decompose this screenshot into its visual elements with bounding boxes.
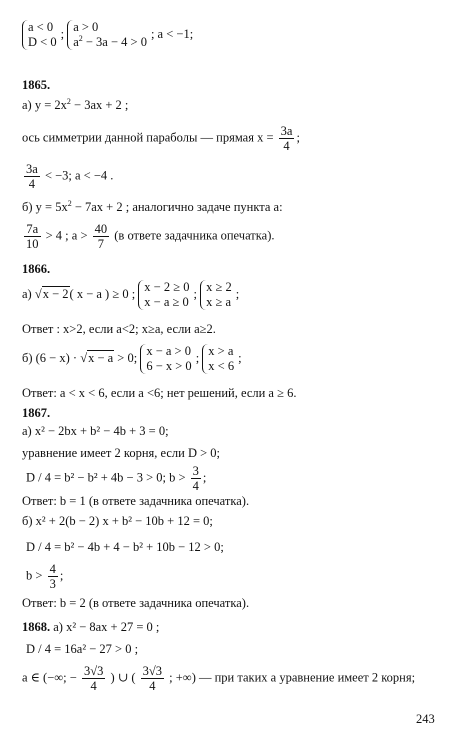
text: ;: [59, 568, 64, 583]
line-1867-b-res: [26, 562, 63, 591]
line-1865-a: а) $y = 2x^2 - 3ax + 2$ ;: [22, 96, 129, 112]
den: 4: [192, 479, 199, 493]
text: − 7ax + 2 ; аналогично задаче пункта а:: [71, 200, 283, 214]
system-2: a > 0 $a^2 - 3a - 4 > 0$: [67, 20, 151, 50]
fraction: [141, 664, 164, 693]
sys-eq: x − a > 0: [146, 344, 191, 358]
problem-1865-heading: 1865.: [22, 78, 51, 92]
text: b >: [26, 568, 43, 583]
answer-1866-a: Ответ : x>2, если a<2; x≥a, если a≥2.: [22, 322, 216, 336]
num: 7a: [24, 222, 41, 237]
line-1867-d2: D / 4 = b² − 4b + 4 − b² + 10b − 12 > 0;: [26, 540, 224, 554]
answer-1867-b: Ответ: b = 2 (в ответе задачника опечатка).: [22, 596, 250, 610]
den: 7: [97, 237, 104, 251]
text: ось симметрии данной параболы — прямая x =: [22, 130, 274, 145]
fraction: [24, 162, 40, 191]
num: 4: [49, 562, 56, 576]
sqrt-arg: x − 2: [42, 286, 69, 301]
sys-eq: x − 2 ≥ 0: [144, 280, 190, 294]
line-1868-interval: [22, 664, 415, 693]
sys-eq: D < 0: [28, 35, 57, 49]
text: б) (6 − x) ·: [22, 350, 78, 365]
fraction: [82, 664, 105, 693]
text: ( x − a ) ≥ 0 ;: [69, 286, 136, 301]
text: < −3; a < −4 .: [44, 168, 114, 183]
system-5: [140, 344, 195, 374]
problem-1868-heading: 1868.: [22, 620, 51, 634]
sys-eq: a: [73, 35, 79, 49]
num: 3a: [26, 162, 38, 176]
den: 4: [90, 679, 97, 693]
den: 10: [26, 237, 39, 251]
text: > 0;: [117, 350, 138, 365]
system-1: [22, 20, 61, 50]
num: 3: [192, 464, 199, 478]
text: ;: [202, 470, 207, 485]
den: 4: [283, 139, 290, 153]
text: − 3ax + 2 ;: [70, 98, 129, 112]
text: D / 4 = b² − b² + 4b − 3 > 0; b >: [26, 470, 186, 485]
num: 40: [94, 222, 108, 236]
sep: ;: [60, 26, 65, 41]
line-1866-a: а) √x − 2( x − a ) ≥ 0 ; x − 2 ≥ 0 x − a ≥ 0; x ≥ 2 x ≥ a;: [22, 280, 240, 309]
den: 4: [28, 177, 36, 191]
top-line: [22, 20, 193, 50]
line-1867-d: [26, 464, 206, 493]
text: ) ∪ (: [110, 670, 136, 685]
fraction: [93, 222, 110, 251]
line-1868-d: D / 4 = 16a² − 27 > 0 ;: [26, 642, 139, 656]
sys-eq: x ≥ 2: [206, 280, 232, 294]
system-6: [202, 344, 238, 374]
sys-eq: x < 6: [208, 359, 235, 373]
problem-1867-heading: 1867.: [22, 406, 51, 420]
num: 3a: [280, 124, 293, 138]
num: 3√3: [83, 664, 104, 678]
den: 4: [149, 679, 156, 693]
num: 3√3: [142, 664, 163, 678]
line-1867-b: б) x² + 2(b − 2) x + b² − 10b + 12 = 0;: [22, 514, 213, 528]
system-4: [200, 280, 236, 310]
line-1865-axis: [22, 124, 300, 153]
sys-eq: − 3a − 4 > 0: [82, 35, 147, 49]
answer-1866-b: Ответ: a < x < 6, если a <6; нет решений, если a ≥ 6.: [22, 386, 297, 400]
problem-1866-heading: 1866.: [22, 262, 51, 276]
system-3: [138, 280, 193, 310]
line-1865-ineq: [22, 162, 113, 191]
line-1868-a: [22, 620, 159, 635]
text: а): [22, 286, 32, 301]
line-1865-b: б) $y = 5x^2 - 7ax + 2$ ; аналогично задаче пункта а:: [22, 198, 283, 214]
line-1866-b: б) (6 − x) · √x − a > 0; x − a > 0 6 − x > 0; x > a x < 6;: [22, 344, 242, 373]
sys-eq: 6 − x > 0: [146, 359, 192, 373]
sqrt-arg: x − a: [88, 350, 114, 365]
sys-eq: x > a: [208, 344, 234, 358]
fraction: [279, 124, 295, 153]
sys-eq: a > 0: [73, 20, 99, 34]
answer-1867-a: Ответ: b = 1 (в ответе задачника опечатка).: [22, 494, 250, 508]
text: (в ответе задачника опечатка).: [114, 228, 275, 243]
text: б) y = 5x: [22, 200, 68, 214]
sys-eq: x − a ≥ 0: [144, 295, 189, 309]
fraction: [191, 464, 201, 493]
text: а) y = 2x: [22, 98, 67, 112]
line-1865-result: [22, 222, 275, 251]
text: ;: [296, 130, 300, 145]
page-number: 243: [416, 712, 435, 726]
fraction: [24, 222, 41, 251]
sys-eq: x ≥ a: [206, 295, 231, 309]
fraction: [48, 562, 58, 591]
sep: ; a < −1;: [150, 26, 194, 41]
sys-eq: a < 0: [28, 20, 54, 34]
text: a ∈ (−∞; −: [22, 670, 77, 685]
text: > 4 ; a >: [45, 228, 88, 243]
line-1867-cond: уравнение имеет 2 корня, если D > 0;: [22, 446, 221, 460]
text: а) x² − 8ax + 27 = 0 ;: [53, 620, 160, 634]
line-1867-a: а) x² − 2bx + b² − 4b + 3 = 0;: [22, 424, 169, 438]
den: 3: [49, 577, 56, 591]
text: ; +∞) — при таких a уравнение имеет 2 корня;: [169, 670, 416, 685]
